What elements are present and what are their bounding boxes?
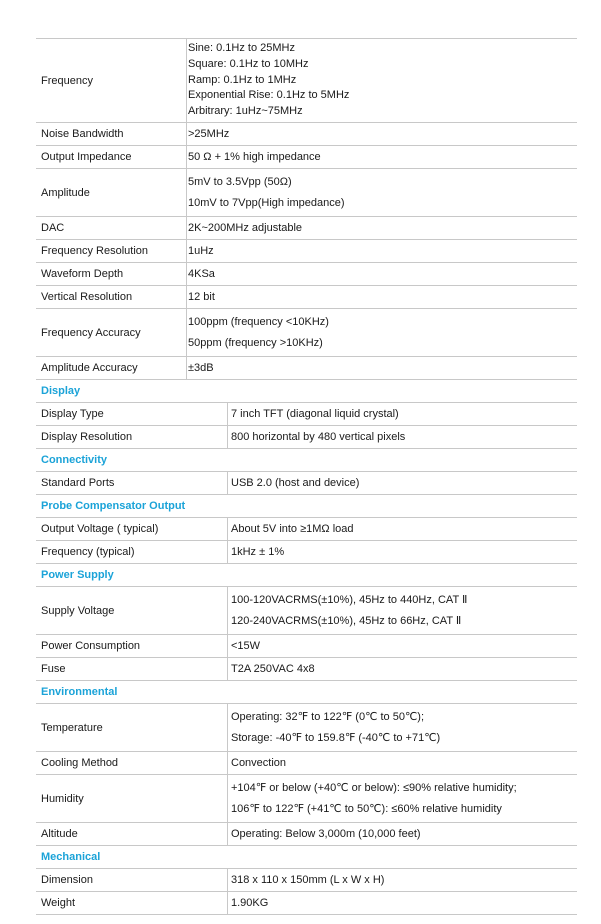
spec-row-frequency-resolution [36,240,577,263]
spec-value [186,263,577,285]
spec-row-weight [36,892,577,915]
spec-row-noise-bandwidth [36,123,577,146]
spec-row-waveform-depth [36,263,577,286]
spec-label: Display Resolution [41,431,133,443]
spec-value [186,357,577,379]
spec-value-line: Storage: -40℉ to 159.8℉ (-40℃ to +71℃) [231,731,441,744]
spec-value [227,752,577,774]
spec-row-altitude [36,823,577,846]
section-heading-power-supply: Power Supply [36,564,577,587]
spec-value [186,286,577,308]
spec-value-line: +104℉ or below (+40℃ or below): ≤90% relative humidity; [231,781,517,794]
spec-value-line: 1.90KG [231,896,269,909]
spec-value [227,775,577,822]
spec-label: Power Consumption [41,640,141,652]
spec-table [36,38,577,915]
spec-label: Vertical Resolution [41,291,133,303]
spec-label: Supply Voltage [41,604,115,617]
spec-label: Frequency [41,74,93,87]
spec-value [227,635,577,657]
spec-row-display-type [36,403,577,426]
spec-value-line: 50ppm (frequency >10KHz) [188,336,323,349]
spec-label: Frequency (typical) [41,546,135,558]
spec-label: Standard Ports [41,477,115,489]
spec-value [186,146,577,168]
spec-value-line: 1kHz ± 1% [231,545,285,558]
spec-value [227,587,577,634]
spec-label: Output Impedance [41,151,132,163]
spec-value-line: Operating: 32℉ to 122℉ (0℃ to 50℃); [231,710,425,723]
spec-row-amplitude-accuracy [36,357,577,380]
spec-value [186,240,577,262]
spec-label: DAC [41,222,65,234]
section-heading-mechanical: Mechanical [36,846,577,869]
spec-row-cooling-method [36,752,577,775]
spec-row-power-consumption [36,635,577,658]
spec-label: Display Type [41,408,104,420]
spec-row-fuse [36,658,577,681]
spec-value-line: T2A 250VAC 4x8 [231,662,315,675]
spec-label: Cooling Method [41,757,119,769]
spec-row-temperature [36,704,577,752]
spec-value-line: <15W [231,639,261,652]
spec-label: Frequency Resolution [41,245,149,257]
spec-value [227,472,577,494]
spec-label: Dimension [41,874,93,886]
spec-label: Output Voltage ( typical) [41,523,159,535]
spec-label: Amplitude Accuracy [41,362,138,374]
spec-value-line: 100ppm (frequency <10KHz) [188,315,329,328]
spec-value [227,658,577,680]
spec-row-output-impedance [36,146,577,169]
section-heading-connectivity: Connectivity [36,449,577,472]
spec-row-dimension [36,869,577,892]
spec-value-line: 318 x 110 x 150mm (L x W x H) [231,873,385,886]
spec-value-line: Square: 0.1Hz to 10MHz [188,57,309,70]
spec-value [227,518,577,540]
section-heading-environmental: Environmental [36,681,577,704]
spec-value [227,823,577,845]
spec-value [227,704,577,751]
spec-value-line: 7 inch TFT (diagonal liquid crystal) [231,407,399,420]
spec-row-supply-voltage [36,587,577,635]
spec-value-line: 4KSa [188,267,215,280]
spec-value [227,403,577,425]
spec-value [186,217,577,239]
spec-value-line: USB 2.0 (host and device) [231,476,360,489]
spec-value-line: 12 bit [188,290,215,303]
spec-value-line: 50 Ω + 1% high impedance [188,150,321,163]
spec-row-frequency-typical [36,541,577,564]
spec-label: Frequency Accuracy [41,326,141,339]
spec-label: Weight [41,897,76,909]
spec-value-line: 2K~200MHz adjustable [188,221,303,234]
spec-value [186,309,577,356]
spec-value-line: Operating: Below 3,000m (10,000 feet) [231,827,421,840]
spec-value-line: Convection [231,756,287,769]
spec-value-line: 100-120VACRMS(±10%), 45Hz to 440Hz, CAT Ⅱ [231,593,468,606]
spec-label: Fuse [41,663,66,675]
section-heading-probe-compensator-output: Probe Compensator Output [36,495,577,518]
spec-label: Altitude [41,828,78,840]
spec-value-line: About 5V into ≥1MΩ load [231,522,354,535]
spec-value-line: 120-240VACRMS(±10%), 45Hz to 66Hz, CAT Ⅱ [231,614,462,627]
spec-value-line: 5mV to 3.5Vpp (50Ω) [188,175,292,188]
spec-value-line: ±3dB [188,361,214,374]
spec-value-line: 800 horizontal by 480 vertical pixels [231,430,406,443]
spec-label: Humidity [41,792,84,805]
spec-value [186,39,577,122]
spec-value-line: Sine: 0.1Hz to 25MHz [188,42,295,54]
spec-value [186,169,577,216]
spec-row-output-voltage-typical [36,518,577,541]
spec-label: Amplitude [41,186,90,199]
spec-value [227,541,577,563]
spec-value-line: 106℉ to 122℉ (+41℃ to 50℃): ≤60% relative humidity [231,802,502,815]
spec-row-display-resolution [36,426,577,449]
spec-label: Temperature [41,721,103,734]
spec-row-frequency [36,38,577,123]
spec-value [227,892,577,914]
spec-row-dac [36,217,577,240]
spec-value [227,869,577,891]
spec-row-humidity [36,775,577,823]
spec-label: Noise Bandwidth [41,128,124,140]
spec-row-vertical-resolution [36,286,577,309]
spec-label: Waveform Depth [41,268,124,280]
spec-value-line: Ramp: 0.1Hz to 1MHz [188,73,297,86]
spec-value-line: 1uHz [188,244,214,257]
spec-row-standard-ports [36,472,577,495]
spec-value-line: Arbitrary: 1uHz~75MHz [188,105,303,118]
spec-value-line: Exponential Rise: 0.1Hz to 5MHz [188,89,350,102]
section-heading-display: Display [36,380,577,403]
spec-value-line: 10mV to 7Vpp(High impedance) [188,196,345,209]
spec-row-frequency-accuracy [36,309,577,357]
spec-value [186,123,577,145]
spec-row-amplitude [36,169,577,217]
spec-value-line: >25MHz [188,127,230,140]
spec-value [227,426,577,448]
